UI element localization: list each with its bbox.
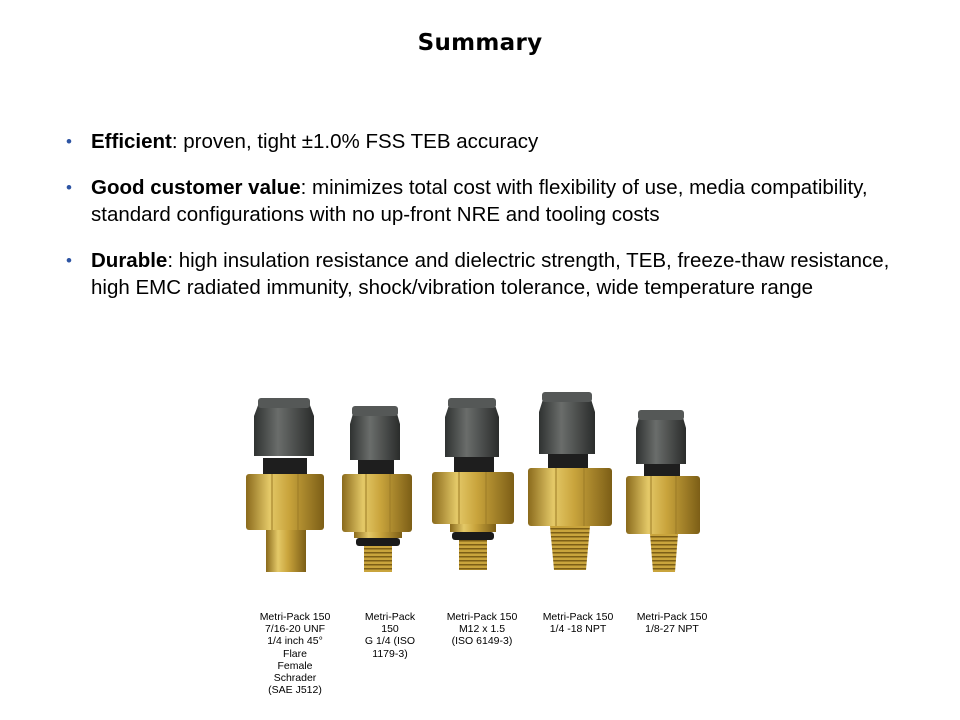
bullet-customer-value — [64, 174, 924, 228]
bullet-text: : proven, tight ±1.0% FSS TEB accuracy — [171, 130, 539, 153]
slide-title: Summary — [417, 30, 543, 56]
bullet-term: Durable — [91, 249, 168, 272]
bullet-term: Good customer value — [91, 176, 301, 199]
caption-line: Metri-Pack — [364, 611, 416, 623]
caption-line: Female — [277, 659, 313, 672]
caption-line: M12 x 1.5 — [458, 623, 506, 636]
caption-line: Metri-Pack 150 — [259, 611, 331, 623]
caption-line: Flare — [283, 647, 307, 660]
caption-line: Metri-Pack 150 — [542, 611, 614, 623]
caption-line: 1/4 -18 NPT — [549, 623, 607, 636]
bullet-dot-icon: • — [66, 251, 72, 270]
caption-line: (SAE J512) — [268, 684, 322, 697]
caption-line: 1179-3) — [372, 647, 408, 660]
bullet-list — [64, 128, 924, 320]
sensor-product-photo — [232, 388, 718, 578]
caption-line: Schrader — [273, 672, 317, 685]
bullet-efficient — [64, 128, 924, 155]
caption-npt14 — [532, 611, 624, 635]
caption-line: (ISO 6149-3) — [451, 635, 513, 648]
bullet-text: : high insulation resistance and dielectric strength, TEB, freeze-thaw resistance, high EMC radiated immunity, shock/vibration tolerance, wide temperature range — [91, 249, 890, 299]
sensor-npt18 — [626, 410, 700, 572]
sensor-schrader — [246, 398, 324, 572]
caption-line: 1/4 inch 45° — [267, 635, 323, 648]
caption-npt18 — [626, 611, 718, 635]
caption-m12 — [436, 611, 528, 648]
caption-line: 150 — [381, 623, 399, 636]
caption-schrader — [249, 611, 341, 696]
caption-line: 1/8-27 NPT — [645, 623, 699, 636]
caption-line: 7/16-20 UNF — [264, 623, 326, 636]
caption-line: Metri-Pack 150 — [636, 611, 708, 623]
caption-line: Metri-Pack 150 — [446, 611, 518, 623]
bullet-dot-icon: • — [66, 132, 72, 151]
bullet-durable — [64, 247, 924, 301]
bullet-text: : minimizes total cost with flexibility of use, media compatibility, standard configurations with no up-front NRE and tooling costs — [91, 176, 868, 226]
sensor-npt14 — [528, 392, 612, 570]
bullet-term: Efficient — [91, 130, 172, 153]
sensor-m12 — [432, 398, 514, 570]
bullet-dot-icon: • — [66, 178, 72, 197]
caption-line: G 1/4 (ISO — [364, 635, 416, 648]
caption-g14 — [352, 611, 428, 660]
sensor-g14 — [342, 406, 412, 572]
